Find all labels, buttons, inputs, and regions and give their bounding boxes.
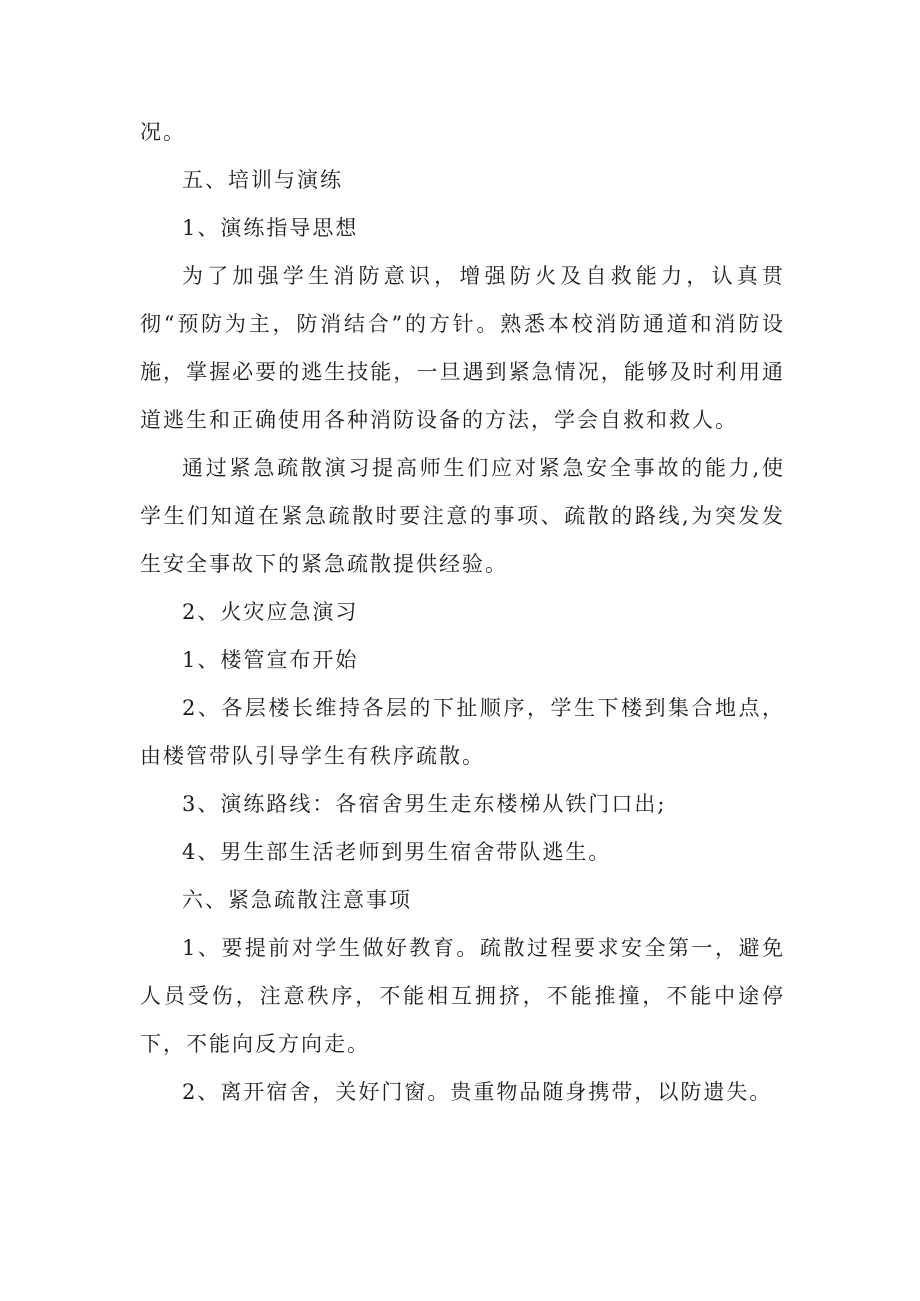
list-item-leave-dorm: 2、离开宿舍，关好门窗。贵重物品随身携带，以防遗失。 <box>182 1080 773 1104</box>
subheading-fire-drill: 2、火灾应急演习 <box>182 600 359 624</box>
paragraph-continuation: 况。 <box>140 120 186 144</box>
section-heading-notes: 六、紧急疏散注意事项 <box>182 888 412 912</box>
document-body <box>140 108 785 1116</box>
list-item-route: 3、演练路线：各宿舍男生走东楼梯从铁门口出; <box>182 792 667 816</box>
subheading-drill-guidance: 1、演练指导思想 <box>182 216 359 240</box>
paragraph-drill-goal: 通过紧急疏散演习提高师生们应对紧急安全事故的能力,使学生们知道在紧急疏散时要注意的事项、疏散的路线,为突发发生安全事故下的紧急疏散提供经验。 <box>140 456 785 576</box>
list-item-teacher: 4、男生部生活老师到男生宿舍带队逃生。 <box>182 840 612 864</box>
paragraph-purpose: 为了加强学生消防意识，增强防火及自救能力，认真贯彻“预防为主，防消结合”的方针。熟悉本校消防通道和消防设施，掌握必要的逃生技能，一旦遇到紧急情况，能够及时利用通道逃生和正确使用各种消防设备的方法，学会自救和救人。 <box>140 264 785 432</box>
list-item-education: 1、要提前对学生做好教育。疏散过程要求安全第一，避免人员受伤，注意秩序，不能相互拥挤，不能推撞，不能中途停下，不能向反方向走。 <box>140 936 785 1056</box>
list-item-order: 2、各层楼长维持各层的下扯顺序，学生下楼到集合地点，由楼管带队引导学生有秩序疏散。 <box>140 696 785 768</box>
section-heading-training: 五、培训与演练 <box>182 168 343 192</box>
list-item-start: 1、楼管宣布开始 <box>182 648 359 672</box>
